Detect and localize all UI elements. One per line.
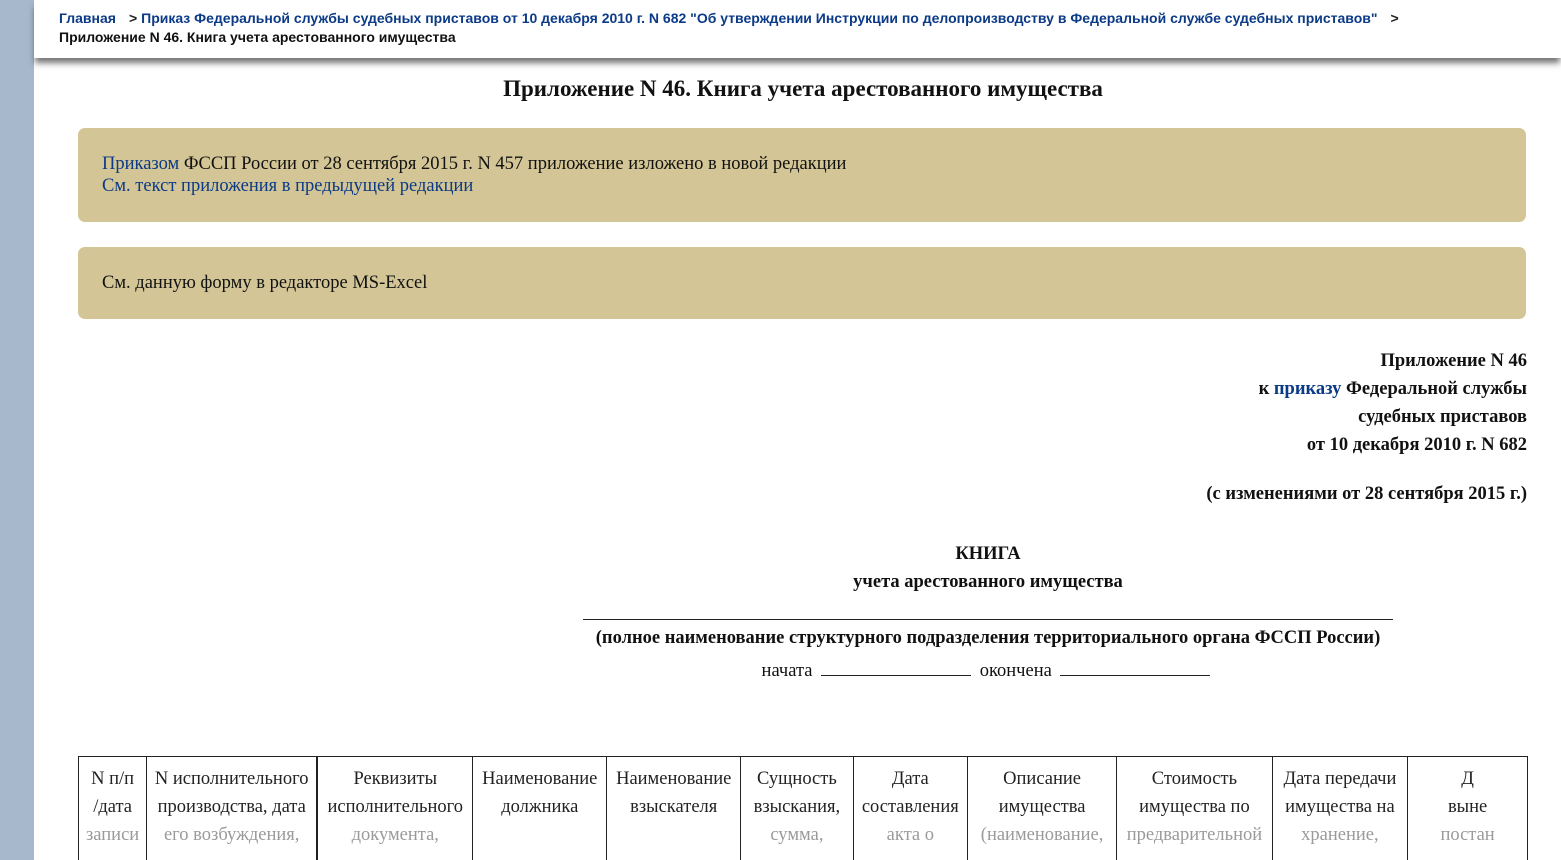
breadcrumb bbox=[59, 9, 1529, 47]
appendix-text: к bbox=[1258, 379, 1274, 399]
book-dates bbox=[553, 657, 1423, 682]
column-header: N п/п /дата записи bbox=[79, 757, 147, 860]
breadcrumb-separator: > bbox=[1390, 10, 1399, 26]
book-subtitle: учета арестованного имущества bbox=[853, 572, 1123, 592]
organization-caption: (полное наименование структурного подразделения территориального органа ФССП России) bbox=[595, 628, 1381, 648]
column-header: Описание имущества (наименование, bbox=[967, 757, 1116, 860]
breadcrumb-order-link[interactable]: Приказ Федеральной службы судебных приставов от 10 декабря 2010 г. N 682 "Об утверждении Инструкции по делопроизводству в Федеральной службе судебных приставов" bbox=[141, 10, 1378, 26]
column-header: Сущность взыскания, сумма, bbox=[741, 757, 853, 860]
document-content bbox=[34, 58, 1561, 860]
appendix-line: судебных приставов bbox=[1358, 407, 1527, 427]
appendix-line: Приложение N 46 bbox=[1380, 351, 1527, 371]
book-title: КНИГА bbox=[955, 544, 1021, 564]
breadcrumb-current: Приложение N 46. Книга учета арестованного имущества bbox=[59, 29, 456, 45]
ended-label: окончена bbox=[979, 661, 1052, 681]
left-side-bar bbox=[0, 0, 34, 860]
page-title: Приложение N 46. Книга учета арестованного имущества bbox=[503, 76, 1103, 101]
register-table-wrapper bbox=[78, 756, 1528, 860]
breadcrumb-header bbox=[34, 0, 1561, 58]
column-header: Наименование взыскателя bbox=[607, 757, 741, 860]
revision-notice-text: ФССП России от 28 сентября 2015 г. N 457 приложение изложено в новой редакции bbox=[179, 154, 847, 174]
column-header: Дата составления акта о bbox=[853, 757, 967, 860]
ended-blank bbox=[1060, 657, 1210, 676]
appendix-reference bbox=[1259, 347, 1527, 459]
started-label: начата bbox=[761, 661, 813, 681]
organization-blank-line bbox=[583, 619, 1393, 620]
order-link[interactable]: Приказом bbox=[102, 154, 180, 174]
breadcrumb-separator: > bbox=[128, 10, 138, 26]
register-table bbox=[78, 756, 1528, 860]
appendix-line bbox=[1259, 375, 1527, 403]
column-header: Дата передачи имущества на хранение, bbox=[1272, 757, 1408, 860]
revision-notice bbox=[78, 128, 1526, 222]
column-header: Д выне постан bbox=[1408, 757, 1528, 860]
appendix-order-link[interactable]: приказу bbox=[1273, 379, 1342, 399]
column-header: N исполнительного производства, дата его возбуждения, bbox=[147, 757, 317, 860]
changes-note: (с изменениями от 28 сентября 2015 г.) bbox=[1206, 484, 1527, 504]
appendix-line: от 10 декабря 2010 г. N 682 bbox=[1306, 435, 1527, 455]
previous-revision-link[interactable]: См. текст приложения в предыдущей редакции bbox=[102, 176, 474, 196]
started-blank bbox=[821, 657, 971, 676]
excel-notice-text: См. данную форму в редакторе MS-Excel bbox=[102, 273, 428, 293]
table-header-row bbox=[79, 757, 1528, 860]
column-header: Реквизиты исполнительного документа, bbox=[317, 757, 473, 860]
appendix-text: Федеральной службы bbox=[1341, 379, 1527, 399]
column-header: Наименование должника bbox=[473, 757, 607, 860]
excel-notice[interactable] bbox=[78, 247, 1526, 319]
column-header: Стоимость имущества по предварительной bbox=[1117, 757, 1272, 860]
breadcrumb-home-link[interactable]: Главная bbox=[59, 10, 116, 26]
